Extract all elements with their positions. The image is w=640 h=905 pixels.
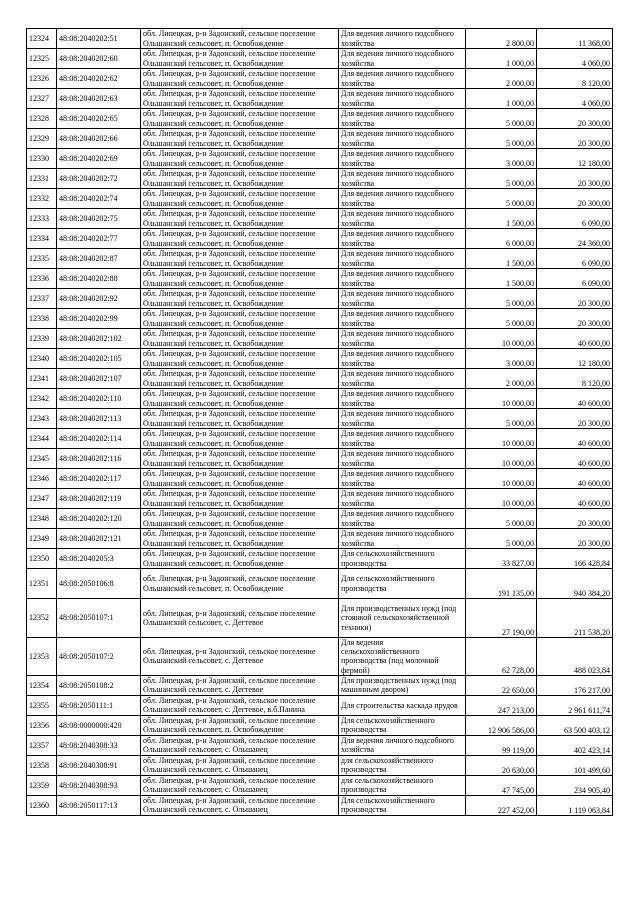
area-cell: 99 119,00: [466, 735, 537, 755]
permitted-use-cell: Для ведения личного подсобного хозяйства: [339, 169, 466, 189]
row-number-cell: 12360: [27, 795, 57, 815]
table-row: [27, 409, 613, 429]
row-number-cell: 12330: [27, 149, 57, 169]
area-cell: 62 728,00: [466, 638, 537, 676]
area-cell: 10 000,00: [466, 429, 537, 449]
row-number-cell: 12331: [27, 169, 57, 189]
cadastral-value-cell: 6 090,00: [537, 209, 613, 229]
area-cell: 10 000,00: [466, 329, 537, 349]
address-cell: обл. Липецкая, р-н Задонский, сельское поселение Ольшанский сельсовет, п. Освобождение: [141, 29, 339, 49]
permitted-use-cell: Для ведения личного подсобного хозяйства: [339, 329, 466, 349]
cadastral-value-cell: 176 217,00: [537, 675, 613, 695]
cadastral-number-cell: 48:08:2040202:60: [57, 49, 141, 69]
table-row: [27, 795, 613, 815]
permitted-use-cell: Для ведения личного подсобного хозяйства: [339, 409, 466, 429]
table-row: [27, 329, 613, 349]
permitted-use-cell: Для ведения личного подсобного хозяйства: [339, 349, 466, 369]
permitted-use-cell: Для ведения личного подсобного хозяйства: [339, 189, 466, 209]
table-row: [27, 429, 613, 449]
cadastral-value-cell: 20 300,00: [537, 129, 613, 149]
cadastral-value-cell: 101 499,60: [537, 755, 613, 775]
cadastral-value-cell: 6 090,00: [537, 269, 613, 289]
permitted-use-cell: Для ведения личного подсобного хозяйства: [339, 735, 466, 755]
cadastral-value-cell: 20 300,00: [537, 289, 613, 309]
cadastral-number-cell: 48:08:2040202:87: [57, 249, 141, 269]
permitted-use-cell: Для производственных нужд (под машинным двором): [339, 675, 466, 695]
table-row: [27, 389, 613, 409]
cadastral-value-cell: 488 023,84: [537, 638, 613, 676]
cadastral-value-cell: 234 905,40: [537, 775, 613, 795]
table-row: [27, 509, 613, 529]
row-number-cell: 12332: [27, 189, 57, 209]
row-number-cell: 12344: [27, 429, 57, 449]
cadastral-value-cell: 12 180,00: [537, 349, 613, 369]
table-row: [27, 189, 613, 209]
permitted-use-cell: Для сельскохозяйственного производства: [339, 549, 466, 569]
area-cell: 5 000,00: [466, 409, 537, 429]
permitted-use-cell: Для ведения личного подсобного хозяйства: [339, 49, 466, 69]
area-cell: 27 190,00: [466, 599, 537, 638]
cadastral-number-cell: 48:08:2040202:114: [57, 429, 141, 449]
cadastral-number-cell: 48:08:2040205:3: [57, 549, 141, 569]
row-number-cell: 12324: [27, 29, 57, 49]
row-number-cell: 12350: [27, 549, 57, 569]
row-number-cell: 12325: [27, 49, 57, 69]
table-row: [27, 149, 613, 169]
cadastral-number-cell: 48:08:2040202:63: [57, 89, 141, 109]
cadastral-value-cell: 40 600,00: [537, 469, 613, 489]
row-number-cell: 12354: [27, 675, 57, 695]
permitted-use-cell: Для ведения личного подсобного хозяйства: [339, 209, 466, 229]
permitted-use-cell: Для ведения личного подсобного хозяйства: [339, 89, 466, 109]
address-cell: обл. Липецкая, р-н Задонский, сельское поселение Ольшанский сельсовет, п. Освобождение: [141, 89, 339, 109]
address-cell: обл. Липецкая, р-н Задонский, сельское поселение Ольшанский сельсовет, п. Освобождение: [141, 309, 339, 329]
cadastral-value-cell: 40 600,00: [537, 489, 613, 509]
cadastral-number-cell: 48:08:2040202:77: [57, 229, 141, 249]
address-cell: обл. Липецкая, р-н Задонский, сельское поселение Ольшанский сельсовет, п. Освобождение: [141, 209, 339, 229]
table-row: [27, 49, 613, 69]
address-cell: обл. Липецкая, р-н Задонский, сельское поселение Ольшанский сельсовет, п. Освобождение: [141, 369, 339, 389]
area-cell: 5 000,00: [466, 109, 537, 129]
address-cell: обл. Липецкая, р-н Задонский, сельское поселение Ольшанский сельсовет, п. Освобождение: [141, 269, 339, 289]
table-row: [27, 269, 613, 289]
table-row: [27, 489, 613, 509]
area-cell: 22 650,00: [466, 675, 537, 695]
permitted-use-cell: Для ведения личного подсобного хозяйства: [339, 29, 466, 49]
permitted-use-cell: Для ведения личного подсобного хозяйства: [339, 369, 466, 389]
table-row: [27, 638, 613, 676]
permitted-use-cell: для сельскохозяйственного производства: [339, 775, 466, 795]
permitted-use-cell: Для производственных нужд (под стоянкой сельскохозяйственной техники): [339, 599, 466, 638]
address-cell: обл. Липецкая, р-н Задонский, сельское поселение Ольшанский сельсовет, п. Освобождение: [141, 129, 339, 149]
table-body: [27, 29, 613, 816]
permitted-use-cell: Для ведения личного подсобного хозяйства: [339, 289, 466, 309]
address-cell: обл. Липецкая, р-н Задонский, сельское поселение Ольшанский сельсовет, с. Дегтевое, в.б.Панина: [141, 695, 339, 715]
row-number-cell: 12353: [27, 638, 57, 676]
table-row: [27, 775, 613, 795]
row-number-cell: 12349: [27, 529, 57, 549]
area-cell: 10 000,00: [466, 389, 537, 409]
row-number-cell: 12356: [27, 715, 57, 735]
row-number-cell: 12351: [27, 569, 57, 599]
permitted-use-cell: Для ведения личного подсобного хозяйства: [339, 309, 466, 329]
address-cell: обл. Липецкая, р-н Задонский, сельское поселение Ольшанский сельсовет, п. Освобождение: [141, 489, 339, 509]
cadastral-value-cell: 20 300,00: [537, 189, 613, 209]
address-cell: обл. Липецкая, р-н Задонский, сельское поселение Ольшанский сельсовет, п. Освобождение: [141, 389, 339, 409]
permitted-use-cell: Для ведения личного подсобного хозяйства: [339, 529, 466, 549]
address-cell: обл. Липецкая, р-н Задонский, сельское поселение Ольшанский сельсовет, п. Освобождение: [141, 469, 339, 489]
row-number-cell: 12342: [27, 389, 57, 409]
cadastral-value-cell: 20 300,00: [537, 169, 613, 189]
address-cell: обл. Липецкая, р-н Задонский, сельское поселение Ольшанский сельсовет, с. Ольшанец: [141, 735, 339, 755]
address-cell: обл. Липецкая, р-н Задонский, сельское поселение Ольшанский сельсовет, п. Освобождение: [141, 529, 339, 549]
cadastral-value-cell: 40 600,00: [537, 429, 613, 449]
address-cell: обл. Липецкая, р-н Задонский, сельское поселение Ольшанский сельсовет, п. Освобождение: [141, 69, 339, 89]
table-row: [27, 229, 613, 249]
cadastral-number-cell: 48:08:2040202:113: [57, 409, 141, 429]
row-number-cell: 12347: [27, 489, 57, 509]
cadastral-value-cell: 940 384,20: [537, 569, 613, 599]
cadastral-number-cell: 48:08:2050117:13: [57, 795, 141, 815]
table-row: [27, 675, 613, 695]
cadastral-value-cell: 20 300,00: [537, 309, 613, 329]
table-row: [27, 69, 613, 89]
cadastral-value-cell: 20 300,00: [537, 509, 613, 529]
cadastral-number-cell: 48:08:2040202:110: [57, 389, 141, 409]
permitted-use-cell: Для ведения личного подсобного хозяйства: [339, 69, 466, 89]
address-cell: обл. Липецкая, р-н Задонский, сельское поселение Ольшанский сельсовет, с. Дегтевое: [141, 638, 339, 676]
cadastral-number-cell: 48:08:2040202:65: [57, 109, 141, 129]
permitted-use-cell: Для ведения личного подсобного хозяйства: [339, 429, 466, 449]
row-number-cell: 12341: [27, 369, 57, 389]
cadastral-value-cell: 6 090,00: [537, 249, 613, 269]
area-cell: 47 745,00: [466, 775, 537, 795]
address-cell: обл. Липецкая, р-н Задонский, сельское поселение Ольшанский сельсовет, п. Освобождение: [141, 715, 339, 735]
cadastral-number-cell: 48:08:2050107:1: [57, 599, 141, 638]
cadastral-number-cell: 48:08:2040202:116: [57, 449, 141, 469]
cadastral-number-cell: 48:08:2050107:2: [57, 638, 141, 676]
area-cell: 10 000,00: [466, 489, 537, 509]
table-row: [27, 469, 613, 489]
area-cell: 5 000,00: [466, 129, 537, 149]
address-cell: обл. Липецкая, р-н Задонский, сельское поселение Ольшанский сельсовет, п. Освобождение: [141, 449, 339, 469]
cadastral-number-cell: 48:08:2040202:120: [57, 509, 141, 529]
table-row: [27, 169, 613, 189]
row-number-cell: 12357: [27, 735, 57, 755]
area-cell: 3 000,00: [466, 349, 537, 369]
cadastral-number-cell: 48:08:2040202:117: [57, 469, 141, 489]
area-cell: 191 135,00: [466, 569, 537, 599]
permitted-use-cell: Для ведения личного подсобного хозяйства: [339, 229, 466, 249]
cadastral-value-cell: 211 538,20: [537, 599, 613, 638]
row-number-cell: 12328: [27, 109, 57, 129]
address-cell: обл. Липецкая, р-н Задонский, сельское поселение Ольшанский сельсовет, п. Освобождение: [141, 569, 339, 599]
area-cell: 5 000,00: [466, 189, 537, 209]
area-cell: 227 452,00: [466, 795, 537, 815]
row-number-cell: 12355: [27, 695, 57, 715]
row-number-cell: 12346: [27, 469, 57, 489]
address-cell: обл. Липецкая, р-н Задонский, сельское поселение Ольшанский сельсовет, п. Освобождение: [141, 229, 339, 249]
address-cell: обл. Липецкая, р-н Задонский, сельское поселение Ольшанский сельсовет, п. Освобождение: [141, 189, 339, 209]
area-cell: 5 000,00: [466, 509, 537, 529]
cadastral-value-cell: 20 300,00: [537, 529, 613, 549]
cadastral-number-cell: 48:08:2040202:51: [57, 29, 141, 49]
area-cell: 1 500,00: [466, 269, 537, 289]
address-cell: обл. Липецкая, р-н Задонский, сельское поселение Ольшанский сельсовет, с. Ольшанец: [141, 795, 339, 815]
row-number-cell: 12338: [27, 309, 57, 329]
area-cell: 10 000,00: [466, 469, 537, 489]
area-cell: 1 500,00: [466, 209, 537, 229]
permitted-use-cell: Для ведения личного подсобного хозяйства: [339, 389, 466, 409]
table-row: [27, 569, 613, 599]
table-row: [27, 209, 613, 229]
table-row: [27, 735, 613, 755]
address-cell: обл. Липецкая, р-н Задонский, сельское поселение Ольшанский сельсовет, п. Освобождение: [141, 109, 339, 129]
cadastral-number-cell: 48:08:2040202:107: [57, 369, 141, 389]
cadastral-number-cell: 48:08:2040202:69: [57, 149, 141, 169]
cadastral-value-cell: 1 119 063,84: [537, 795, 613, 815]
area-cell: 1 000,00: [466, 89, 537, 109]
cadastral-number-cell: 48:08:2040202:92: [57, 289, 141, 309]
row-number-cell: 12335: [27, 249, 57, 269]
cadastral-number-cell: 48:08:2050106:8: [57, 569, 141, 599]
area-cell: 5 000,00: [466, 289, 537, 309]
cadastral-number-cell: 48:08:2040202:105: [57, 349, 141, 369]
table-row: [27, 349, 613, 369]
address-cell: обл. Липецкая, р-н Задонский, сельское поселение Ольшанский сельсовет, с. Дегтевое: [141, 599, 339, 638]
permitted-use-cell: для сельскохозяйственного производства: [339, 755, 466, 775]
cadastral-value-cell: 4 060,00: [537, 49, 613, 69]
cadastral-value-cell: 8 120,00: [537, 369, 613, 389]
cadastral-value-cell: 11 368,00: [537, 29, 613, 49]
row-number-cell: 12345: [27, 449, 57, 469]
area-cell: 2 000,00: [466, 369, 537, 389]
row-number-cell: 12326: [27, 69, 57, 89]
cadastral-value-cell: 40 600,00: [537, 389, 613, 409]
table-row: [27, 369, 613, 389]
area-cell: 5 000,00: [466, 169, 537, 189]
address-cell: обл. Липецкая, р-н Задонский, сельское поселение Ольшанский сельсовет, п. Освобождение: [141, 549, 339, 569]
permitted-use-cell: Для ведения личного подсобного хозяйства: [339, 469, 466, 489]
area-cell: 5 000,00: [466, 529, 537, 549]
cadastral-number-cell: 48:08:2050108:2: [57, 675, 141, 695]
address-cell: обл. Липецкая, р-н Задонский, сельское поселение Ольшанский сельсовет, с. Ольшанец: [141, 775, 339, 795]
row-number-cell: 12327: [27, 89, 57, 109]
permitted-use-cell: Для ведения личного подсобного хозяйства: [339, 509, 466, 529]
table-row: [27, 89, 613, 109]
row-number-cell: 12336: [27, 269, 57, 289]
cadastral-value-cell: 20 300,00: [537, 409, 613, 429]
permitted-use-cell: Для ведения личного подсобного хозяйства: [339, 489, 466, 509]
cadastral-value-cell: 12 180,00: [537, 149, 613, 169]
area-cell: 2 800,00: [466, 29, 537, 49]
address-cell: обл. Липецкая, р-н Задонский, сельское поселение Ольшанский сельсовет, п. Освобождение: [141, 329, 339, 349]
table-row: [27, 449, 613, 469]
cadastral-value-cell: 4 060,00: [537, 89, 613, 109]
area-cell: 20 630,00: [466, 755, 537, 775]
table-row: [27, 109, 613, 129]
cadastral-number-cell: 48:08:2040308:93: [57, 775, 141, 795]
cadastral-number-cell: 48:08:2040202:121: [57, 529, 141, 549]
address-cell: обл. Липецкая, р-н Задонский, сельское поселение Ольшанский сельсовет, п. Освобождение: [141, 149, 339, 169]
cadastral-value-cell: 166 428,84: [537, 549, 613, 569]
permitted-use-cell: Для ведения личного подсобного хозяйства: [339, 149, 466, 169]
area-cell: 12 906 586,00: [466, 715, 537, 735]
permitted-use-cell: Для строительства каскада прудов: [339, 695, 466, 715]
table-row: [27, 129, 613, 149]
cadastral-number-cell: 48:08:2040202:62: [57, 69, 141, 89]
cadastral-value-cell: 24 360,00: [537, 229, 613, 249]
area-cell: 10 000,00: [466, 449, 537, 469]
cadastral-number-cell: 48:08:2040202:72: [57, 169, 141, 189]
table-row: [27, 309, 613, 329]
cadastral-value-cell: 40 600,00: [537, 329, 613, 349]
row-number-cell: 12340: [27, 349, 57, 369]
row-number-cell: 12329: [27, 129, 57, 149]
address-cell: обл. Липецкая, р-н Задонский, сельское поселение Ольшанский сельсовет, п. Освобождение: [141, 249, 339, 269]
address-cell: обл. Липецкая, р-н Задонский, сельское поселение Ольшанский сельсовет, с. Дегтевое: [141, 675, 339, 695]
area-cell: 6 000,00: [466, 229, 537, 249]
cadastral-value-cell: 20 300,00: [537, 109, 613, 129]
address-cell: обл. Липецкая, р-н Задонский, сельское поселение Ольшанский сельсовет, п. Освобождение: [141, 509, 339, 529]
cadastral-number-cell: 48:08:2040202:74: [57, 189, 141, 209]
permitted-use-cell: Для сельскохозяйственного производства: [339, 569, 466, 599]
table-row: [27, 755, 613, 775]
row-number-cell: 12352: [27, 599, 57, 638]
row-number-cell: 12337: [27, 289, 57, 309]
area-cell: 2 000,00: [466, 69, 537, 89]
cadastral-number-cell: 48:08:2040202:102: [57, 329, 141, 349]
address-cell: обл. Липецкая, р-н Задонский, сельское поселение Ольшанский сельсовет, п. Освобождение: [141, 349, 339, 369]
area-cell: 247 213,00: [466, 695, 537, 715]
table-row: [27, 529, 613, 549]
cadastral-value-cell: 40 600,00: [537, 449, 613, 469]
permitted-use-cell: Для сельскохозяйственного производства: [339, 795, 466, 815]
table-row: [27, 715, 613, 735]
area-cell: 1 000,00: [466, 49, 537, 69]
row-number-cell: 12348: [27, 509, 57, 529]
cadastral-number-cell: 48:08:2040308:91: [57, 755, 141, 775]
cadastral-value-cell: 402 423,14: [537, 735, 613, 755]
row-number-cell: 12333: [27, 209, 57, 229]
address-cell: обл. Липецкая, р-н Задонский, сельское поселение Ольшанский сельсовет, с. Ольшанец: [141, 755, 339, 775]
table-row: [27, 695, 613, 715]
area-cell: 5 000,00: [466, 309, 537, 329]
cadastral-number-cell: 48:08:2040202:66: [57, 129, 141, 149]
permitted-use-cell: Для ведения сельскохозяйственного производства (под молочной фермой): [339, 638, 466, 676]
row-number-cell: 12359: [27, 775, 57, 795]
table-row: [27, 599, 613, 638]
address-cell: обл. Липецкая, р-н Задонский, сельское поселение Ольшанский сельсовет, п. Освобождение: [141, 429, 339, 449]
cadastral-value-cell: 63 500 403,12: [537, 715, 613, 735]
address-cell: обл. Липецкая, р-н Задонский, сельское поселение Ольшанский сельсовет, п. Освобождение: [141, 409, 339, 429]
row-number-cell: 12358: [27, 755, 57, 775]
address-cell: обл. Липецкая, р-н Задонский, сельское поселение Ольшанский сельсовет, п. Освобождение: [141, 49, 339, 69]
permitted-use-cell: Для ведения личного подсобного хозяйства: [339, 129, 466, 149]
table-row: [27, 549, 613, 569]
cadastral-value-cell: 2 961 611,74: [537, 695, 613, 715]
cadastral-number-cell: 48:08:2040202:75: [57, 209, 141, 229]
cadastral-number-cell: 48:08:2040202:99: [57, 309, 141, 329]
table-row: [27, 289, 613, 309]
cadastral-value-cell: 8 120,00: [537, 69, 613, 89]
row-number-cell: 12339: [27, 329, 57, 349]
cadastral-number-cell: 48:08:2050111:1: [57, 695, 141, 715]
cadastral-number-cell: 48:08:2040308:33: [57, 735, 141, 755]
area-cell: 1 500,00: [466, 249, 537, 269]
address-cell: обл. Липецкая, р-н Задонский, сельское поселение Ольшанский сельсовет, п. Освобождение: [141, 169, 339, 189]
cadastral-number-cell: 48:08:2040202:88: [57, 269, 141, 289]
cadastral-number-cell: 48:08:0000000:420: [57, 715, 141, 735]
table-row: [27, 29, 613, 49]
table-row: [27, 249, 613, 269]
permitted-use-cell: Для ведения личного подсобного хозяйства: [339, 249, 466, 269]
area-cell: 33 827,00: [466, 549, 537, 569]
area-cell: 3 000,00: [466, 149, 537, 169]
permitted-use-cell: Для ведения личного подсобного хозяйства: [339, 109, 466, 129]
permitted-use-cell: Для ведения личного подсобного хозяйства: [339, 269, 466, 289]
permitted-use-cell: Для сельскохозяйственного производства: [339, 715, 466, 735]
row-number-cell: 12334: [27, 229, 57, 249]
land-plots-table: [26, 28, 613, 816]
permitted-use-cell: Для ведения личного подсобного хозяйства: [339, 449, 466, 469]
row-number-cell: 12343: [27, 409, 57, 429]
cadastral-number-cell: 48:08:2040202:119: [57, 489, 141, 509]
address-cell: обл. Липецкая, р-н Задонский, сельское поселение Ольшанский сельсовет, п. Освобождение: [141, 289, 339, 309]
